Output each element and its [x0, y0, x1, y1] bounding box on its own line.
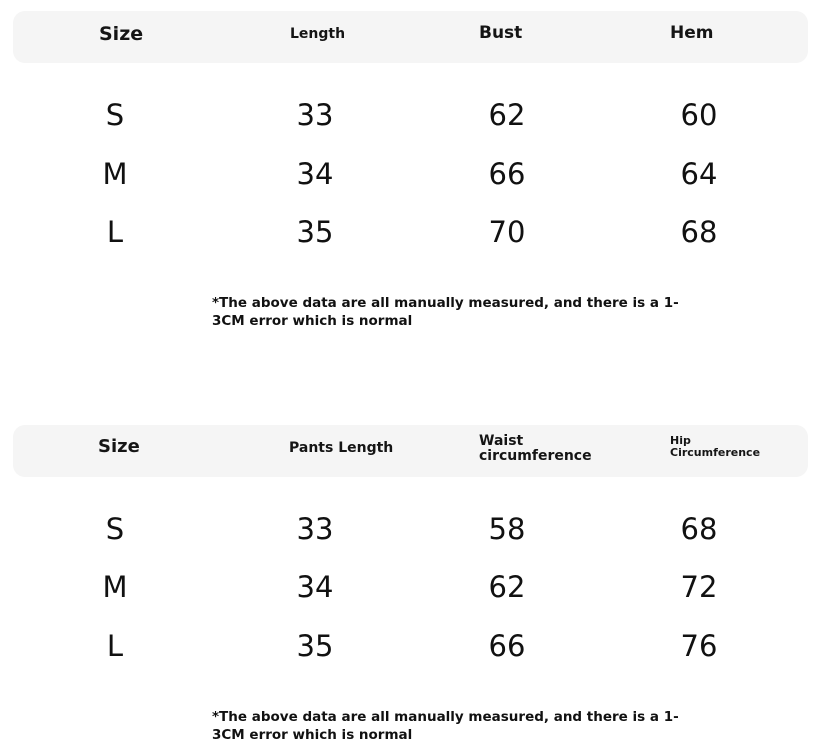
cell-length: 35: [296, 215, 334, 249]
cell-size: S: [105, 98, 125, 132]
cell-pants-length: 35: [296, 629, 334, 663]
header-hip: Hip Circumference: [670, 434, 761, 460]
cell-pants-length: 33: [296, 512, 334, 546]
cell-waist: 58: [488, 512, 526, 546]
cell-hip: 72: [680, 570, 718, 604]
cell-waist: 66: [488, 629, 526, 663]
header-length: Length: [290, 26, 346, 42]
cell-size: M: [102, 157, 128, 191]
header-bust: Bust: [479, 23, 523, 43]
cell-pants-length: 34: [296, 570, 334, 604]
cell-size: M: [102, 570, 128, 604]
header-pants-length: Pants Length: [289, 440, 394, 456]
header-hem: Hem: [670, 23, 714, 43]
header-size: Size: [99, 23, 144, 45]
cell-hem: 64: [680, 157, 718, 191]
cell-waist: 62: [488, 570, 526, 604]
cell-hip: 76: [680, 629, 718, 663]
measurement-note: *The above data are all manually measured, and there is a 1-3CM error which is normal: [212, 295, 679, 329]
cell-bust: 66: [488, 157, 526, 191]
cell-size: L: [106, 629, 124, 663]
cell-hem: 68: [680, 215, 718, 249]
cell-bust: 62: [488, 98, 526, 132]
cell-size: S: [105, 512, 125, 546]
cell-length: 33: [296, 98, 334, 132]
cell-hip: 68: [680, 512, 718, 546]
cell-length: 34: [296, 157, 334, 191]
header-size: Size: [98, 436, 140, 457]
header-waist: Waist circumference: [479, 433, 592, 465]
cell-size: L: [106, 215, 124, 249]
cell-hem: 60: [680, 98, 718, 132]
measurement-note: *The above data are all manually measured, and there is a 1-3CM error which is normal: [212, 709, 679, 743]
cell-bust: 70: [488, 215, 526, 249]
